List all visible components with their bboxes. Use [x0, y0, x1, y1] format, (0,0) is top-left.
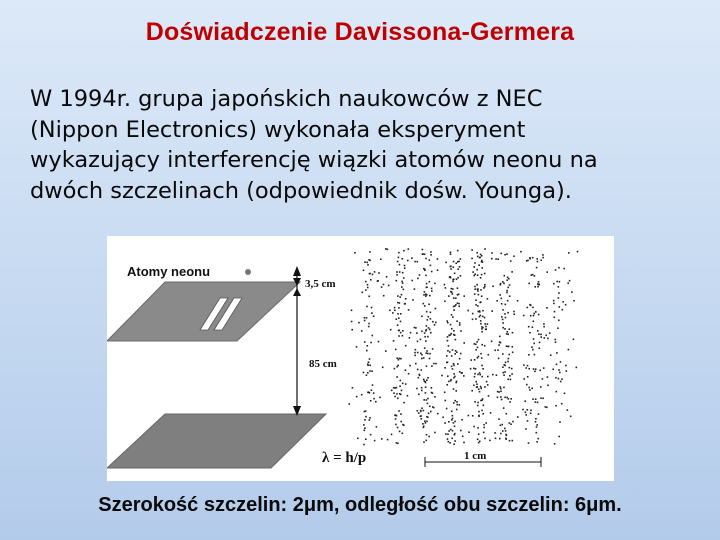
arrow-head-slit-down	[293, 288, 301, 296]
wavelength-formula: λ = h/p	[322, 450, 367, 466]
arrow-head-top	[293, 266, 301, 276]
slide-caption: Szerokość szczelin: 2μm, odległość obu szczelin: 6μm.	[98, 494, 622, 516]
atom-source-dot	[245, 269, 251, 275]
detector-plate	[107, 414, 326, 468]
paragraph-line: W 1994r. grupa japońskich naukowców z NEC	[30, 86, 543, 112]
slide-paragraph	[30, 84, 700, 206]
scale-label: 1 cm	[464, 450, 487, 462]
interference-pattern	[349, 248, 579, 445]
distance-top-label: 3,5 cm	[305, 278, 336, 290]
experiment-figure	[107, 236, 614, 481]
paragraph-line: dwóch szczelinach (odpowiednik dośw. Younga).	[30, 177, 572, 204]
paragraph-line: (Nippon Electronics) wykonała eksperyment	[30, 116, 526, 143]
slide-title: Doświadczenie Davissona-Germera	[145, 18, 575, 46]
distance-main-label: 85 cm	[309, 358, 337, 370]
paragraph-line: wykazujący interferencję wiązki atomów neonu na	[30, 147, 598, 173]
atoms-label: Atomy neonu	[127, 264, 211, 279]
slit-plate	[107, 282, 300, 341]
